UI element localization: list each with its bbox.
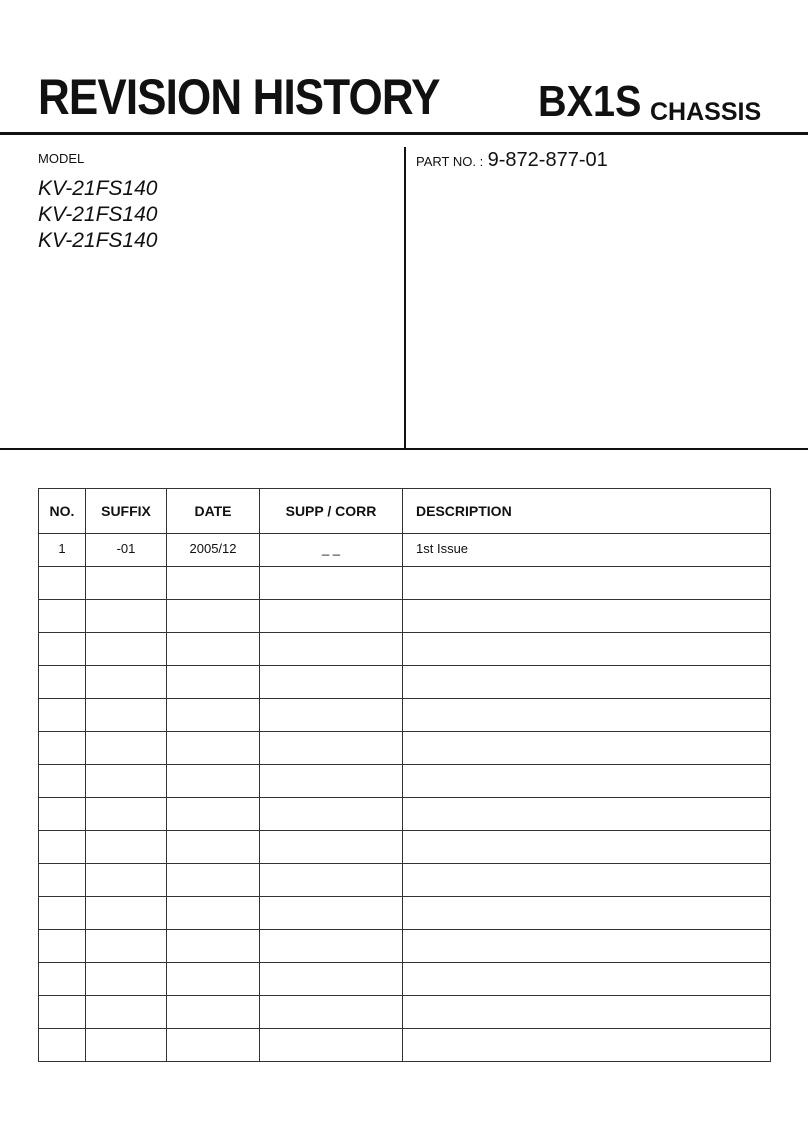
cell-description [403,864,771,897]
part-number-block [416,149,608,172]
cell-suffix [86,963,167,996]
cell-date [167,732,260,765]
cell-no [39,666,86,699]
model-item: KV-21FS140 [38,203,158,226]
cell-suffix [86,666,167,699]
table-row [39,666,771,699]
table-row [39,831,771,864]
cell-date [167,831,260,864]
column-header-suffix: SUFFIX [86,489,167,534]
cell-no [39,699,86,732]
chassis-code: BX1S [538,77,642,126]
part-number-label: PART NO. : [416,154,484,169]
cell-suffix [86,831,167,864]
cell-supp-corr [260,666,403,699]
cell-suffix [86,798,167,831]
revision-table [38,488,771,1062]
cell-no [39,996,86,1029]
cell-description [403,666,771,699]
cell-description [403,930,771,963]
cell-date [167,963,260,996]
cell-supp-corr [260,567,403,600]
cell-date [167,996,260,1029]
column-header-no: NO. [39,489,86,534]
cell-supp-corr [260,600,403,633]
table-row [39,699,771,732]
table-row [39,897,771,930]
section-rule [0,448,808,450]
cell-date: 2005/12 [167,534,260,567]
table-row [39,864,771,897]
cell-no [39,831,86,864]
cell-date [167,666,260,699]
info-divider [404,147,406,449]
cell-supp-corr [260,798,403,831]
cell-description [403,1029,771,1062]
cell-supp-corr [260,996,403,1029]
table-row [39,633,771,666]
cell-no [39,930,86,963]
cell-suffix [86,1029,167,1062]
table-row [39,765,771,798]
table-row [39,600,771,633]
cell-description [403,633,771,666]
cell-suffix [86,567,167,600]
cell-suffix [86,864,167,897]
cell-supp-corr [260,732,403,765]
cell-suffix [86,897,167,930]
cell-supp-corr [260,864,403,897]
cell-description [403,897,771,930]
part-number-value: 9-872-877-01 [487,149,608,171]
cell-date [167,600,260,633]
cell-no: 1 [39,534,86,567]
cell-supp-corr [260,765,403,798]
cell-description: 1st Issue [403,534,771,567]
cell-supp-corr [260,699,403,732]
cell-no [39,798,86,831]
cell-no [39,600,86,633]
cell-description [403,765,771,798]
cell-suffix [86,699,167,732]
cell-supp-corr [260,963,403,996]
column-header-supp-corr: SUPP / CORR [260,489,403,534]
cell-date [167,765,260,798]
cell-date [167,897,260,930]
cell-description [403,699,771,732]
cell-supp-corr [260,1029,403,1062]
cell-no [39,732,86,765]
cell-description [403,831,771,864]
cell-description [403,600,771,633]
cell-description [403,732,771,765]
cell-suffix [86,633,167,666]
cell-date [167,798,260,831]
cell-date [167,567,260,600]
cell-date [167,864,260,897]
model-list [38,176,157,254]
cell-date [167,1029,260,1062]
cell-date [167,633,260,666]
page-title: REVISION HISTORY [38,69,440,125]
cell-no [39,864,86,897]
cell-no [39,963,86,996]
table-row [39,798,771,831]
table-row [39,963,771,996]
table-row [39,930,771,963]
cell-date [167,699,260,732]
cell-supp-corr [260,633,403,666]
header-rule [0,132,808,135]
cell-suffix [86,930,167,963]
table-row [39,732,771,765]
cell-supp-corr [260,897,403,930]
model-label: MODEL [38,151,85,166]
cell-no [39,1029,86,1062]
cell-suffix [86,732,167,765]
cell-description [403,798,771,831]
cell-no [39,765,86,798]
table-header-row [39,489,771,534]
cell-description [403,996,771,1029]
cell-description [403,963,771,996]
cell-suffix [86,600,167,633]
cell-supp-corr: _ _ [260,534,403,567]
revision-rows [39,534,771,1062]
model-item: KV-21FS140 [38,177,158,200]
model-item: KV-21FS140 [38,229,158,252]
cell-date [167,930,260,963]
cell-supp-corr [260,930,403,963]
chassis-label: CHASSIS [650,98,762,126]
cell-suffix: -01 [86,534,167,567]
column-header-description: DESCRIPTION [403,489,771,534]
cell-no [39,567,86,600]
column-header-date: DATE [167,489,260,534]
table-row [39,567,771,600]
cell-suffix [86,765,167,798]
table-row [39,1029,771,1062]
cell-suffix [86,996,167,1029]
cell-no [39,633,86,666]
table-row [39,534,771,567]
table-row [39,996,771,1029]
cell-no [39,897,86,930]
cell-supp-corr [260,831,403,864]
cell-description [403,567,771,600]
